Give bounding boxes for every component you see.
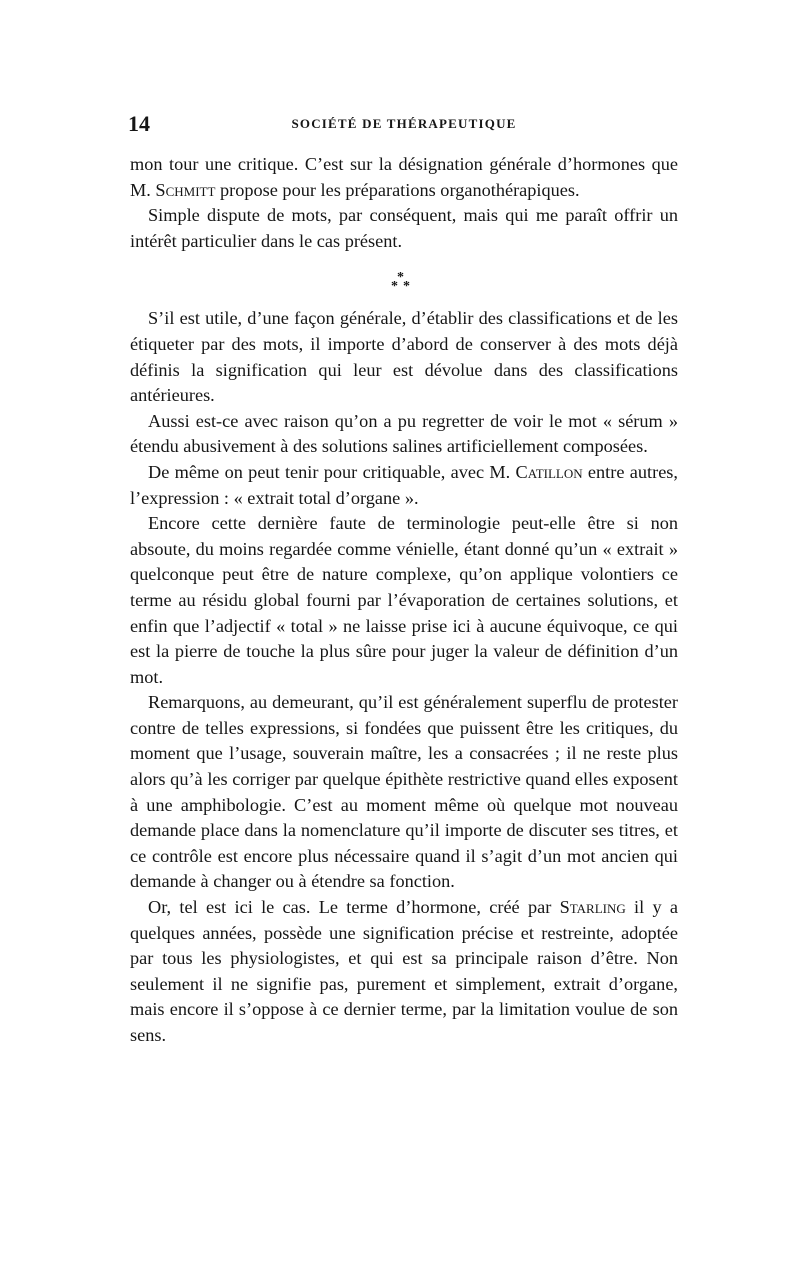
asterism-star: * [397,270,404,286]
paragraph: Aussi est-ce avec raison qu’on a pu regretter de voir le mot « sérum » étendu abusivement à des solutions salines artificiellement composées. [130,410,678,457]
paragraph: S’il est utile, d’une façon générale, d’établir des classifications et de les étiqueter par des mots, il importe d’abord de conserver à des mots déjà définis la signification qui leur est dévolue dans des classifications antérieures. [130,308,678,406]
paragraph-continuation [130,152,678,203]
paragraph [130,895,678,1049]
paragraph: Encore cette dernière faute de terminologie peut-elle être si non absoute, du moins regardée comme vénielle, étant donné qu’un « extrait » quelconque peut être de nature complexe, qu’on applique volontiers ce terme au résidu global fourni par l’évaporation de certaines solutions, et enfin que l’adjectif « total » ne laisse prise ici à aucune équivoque, ce qui est la pierre de touche la plus sûre pour juger la valeur de définition d’un mot. [130,513,678,687]
asterism-star: * [391,279,398,295]
paragraph: Remarquons, au demeurant, qu’il est généralement superflu de protester contre de telles expressions, si fondées que puissent être les critiques, du moment que l’usage, souverain maître, les a consacrées ; il ne reste plus alors qu’à les corriger par quelque épithète restrictive quand elles exposent à une amphibologie. C’est au moment même où quelque mot nouveau demande place dans la nomenclature qu’il importe de discuter ses titres, et ce contrôle est encore plus nécessaire quand il s’agit d’un mot ancien qui demande à changer ou à étendre sa fonction. [130,692,678,892]
paragraph-text: il y a quelques années, possède une signification précise et restreinte, adoptée par tous les physiologistes, et qui est sa principale raison d’être. Non seulement il ne signifie pas, purement et simplement, extrait d’organe, mais encore il s’oppose à ce dernier terme, par la limitation voulue de son sens. [130,897,679,1045]
paragraph [130,460,678,511]
author-name-catillon: Catillon [515,461,583,482]
book-page [130,110,678,1049]
author-name-starling: Starling [559,897,626,918]
paragraph: Simple dispute de mots, par conséquent, mais qui me paraît offrir un intérêt particulier dans le cas présent. [130,205,678,251]
body-text [130,152,678,1049]
author-name-schmitt: Schmitt [155,179,216,200]
running-header [130,110,678,138]
paragraph-text: Or, tel est ici le cas. Le terme d’hormone, créé par [148,897,560,918]
paragraph-text: mon tour une critique. C’est sur la désignation générale d’hormones que M. [130,154,678,200]
running-title: SOCIÉTÉ DE THÉRAPEUTIQUE [291,116,517,131]
asterism-separator [130,254,678,306]
asterism-star: * [403,279,410,295]
paragraph-text: propose pour les préparations organothérapiques. [215,179,580,200]
paragraph-text: entre autres, l’expression : « extrait total d’organe ». [130,461,678,508]
page-number: 14 [128,111,150,136]
paragraph-text: De même on peut tenir pour critiquable, avec M. [148,461,516,482]
